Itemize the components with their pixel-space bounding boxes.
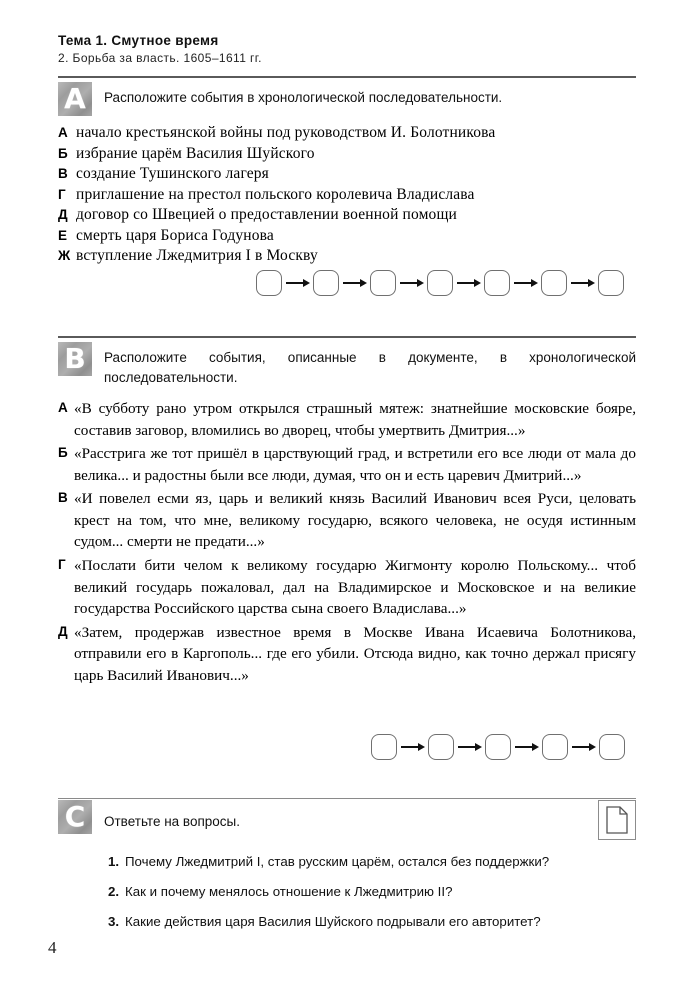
page-number: 4 — [48, 938, 57, 957]
divider-above-task-b — [58, 336, 636, 338]
list-item-label: Е — [58, 227, 68, 243]
list-item — [108, 882, 636, 902]
list-item-label: А — [58, 400, 68, 415]
question-text: Почему Лжедмитрий I, став русским царём, остался без поддержки? — [125, 854, 550, 869]
list-item — [58, 124, 495, 142]
list-item — [58, 488, 636, 553]
list-item — [58, 622, 636, 687]
arrow-right-icon — [453, 278, 484, 288]
list-item-text: «Затем, продержав известное время в Москве Ивана Исаевича Болотникова, отправили его в Каргополь... где его убили. Отсюда видно, как точно держал присягу царь Василий Иванович...» — [74, 623, 636, 684]
list-item-text: «Послати бити челом к великому государю Жигмонту королю Польскому... чтоб великий государь пожаловал, дал на Владимирское и Московское и на великие государства Российского царства сына своего Владислава...» — [74, 557, 636, 618]
arrow-right-icon — [510, 278, 541, 288]
list-item-label: Г — [58, 557, 66, 573]
theme-subtitle: 2. Борьба за власть. 1605–1611 гг. — [58, 51, 262, 65]
answer-cell[interactable] — [370, 270, 396, 296]
arrow-right-icon — [567, 278, 598, 288]
list-item — [108, 912, 636, 932]
answer-cell[interactable] — [256, 270, 282, 296]
list-item — [58, 165, 495, 183]
list-item-text: вступление Лжедмитрия I в Москву — [76, 247, 318, 264]
task-c-question-list — [108, 852, 636, 932]
list-item-text: договор со Швецией о предоставлении военной помощи — [76, 206, 457, 223]
question-number: 2. — [108, 883, 120, 899]
list-item-label: Г — [58, 186, 66, 202]
theme-title: Тема 1. Смутное время — [58, 33, 219, 48]
question-text: Как и почему менялось отношение к Лжедмитрию II? — [125, 883, 453, 899]
task-marker-c: C — [58, 800, 92, 834]
list-item — [58, 443, 636, 486]
list-item-text: начало крестьянской войны под руководством И. Болотникова — [76, 124, 496, 141]
list-item — [58, 206, 495, 224]
list-item-text: приглашение на престол польского королевича Владислава — [76, 185, 475, 203]
answer-cell[interactable] — [484, 270, 510, 296]
task-a-item-list — [58, 124, 495, 268]
page-header — [58, 33, 262, 65]
page-document-glyph — [606, 806, 628, 834]
list-item-text: создание Тушинского лагеря — [76, 165, 269, 182]
task-a-answer-chain — [256, 270, 624, 296]
list-item — [58, 186, 495, 204]
answer-cell[interactable] — [371, 734, 397, 760]
task-marker-a: A — [58, 82, 92, 116]
task-a-instruction: Расположите события в хронологической последовательности. — [104, 90, 503, 105]
task-marker-b: B — [58, 342, 92, 376]
page-document-icon — [598, 800, 636, 840]
question-number: 3. — [108, 913, 120, 929]
answer-cell[interactable] — [541, 270, 567, 296]
question-number: 1. — [108, 854, 120, 869]
task-b-answer-chain — [371, 734, 625, 760]
list-item-text: смерть царя Бориса Годунова — [76, 226, 274, 244]
list-item-text: «И повелел есми яз, царь и великий князь Василий Иванович всея Руси, целовать крест на том, что мне, великому государю, всякого человека, не осудя истинным судом... смерти не предати...» — [74, 490, 636, 551]
list-item-text: «Расстрига же тот пришёл в царствующий град, и встретили его все люди от мала до велика... и радостны были все люди, думая, что он и есть царевич Дмитрий...» — [74, 445, 636, 484]
task-c-instruction: Ответьте на вопросы. — [104, 814, 240, 829]
list-item — [58, 555, 636, 620]
list-item-label: Б — [58, 445, 68, 461]
divider-above-task-a — [58, 76, 636, 78]
list-item — [108, 852, 636, 872]
list-item-label: В — [58, 490, 68, 506]
list-item-label: Б — [58, 145, 68, 161]
list-item-label: Ж — [58, 248, 71, 263]
list-item — [58, 145, 495, 163]
arrow-right-icon — [282, 278, 313, 288]
answer-cell[interactable] — [485, 734, 511, 760]
arrow-right-icon — [454, 742, 485, 752]
answer-cell[interactable] — [599, 734, 625, 760]
arrow-right-icon — [511, 742, 542, 752]
list-item-label: В — [58, 166, 68, 181]
answer-cell[interactable] — [313, 270, 339, 296]
list-item-label: А — [58, 125, 68, 140]
divider-above-task-c — [58, 798, 636, 799]
list-item-text: избрание царём Василия Шуйского — [76, 144, 315, 162]
arrow-right-icon — [339, 278, 370, 288]
answer-cell[interactable] — [427, 270, 453, 296]
list-item-label: Д — [58, 207, 68, 222]
task-b-instruction: Расположите события, описанные в документе, в хронологической последовательности. — [104, 350, 636, 385]
list-item-label: Д — [58, 623, 68, 639]
question-text: Какие действия царя Василия Шуйского подрывали его авторитет? — [125, 913, 541, 929]
arrow-right-icon — [396, 278, 427, 288]
list-item — [58, 227, 495, 245]
task-b-quote-list — [58, 398, 636, 689]
answer-cell[interactable] — [598, 270, 624, 296]
list-item — [58, 247, 495, 265]
answer-cell[interactable] — [428, 734, 454, 760]
arrow-right-icon — [568, 742, 599, 752]
arrow-right-icon — [397, 742, 428, 752]
list-item-text: «В субботу рано утром открылся страшный мятеж: знатнейшие московские бояре, составив заговор, вломились во дворец, чтобы умертвить Дмитрия...» — [74, 400, 636, 439]
answer-cell[interactable] — [542, 734, 568, 760]
list-item — [58, 398, 636, 441]
